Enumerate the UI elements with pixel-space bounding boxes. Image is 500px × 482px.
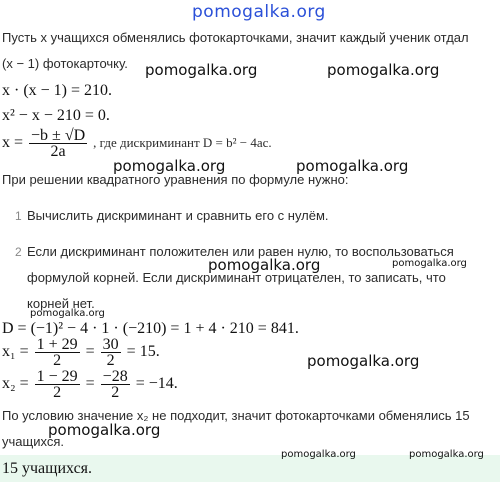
x1-fraction-2 — [101, 337, 121, 368]
x1-result: = 15. — [126, 343, 160, 361]
formula-fraction — [29, 128, 87, 159]
x1-denominator: 2 — [53, 352, 62, 369]
formula-numerator: −b ± √D — [31, 127, 86, 144]
conclusion-line2: учащихся. — [2, 434, 64, 449]
x1-equals: = — [85, 343, 95, 361]
watermark: pomogalka.org — [409, 449, 484, 460]
watermark: pomogalka.org — [48, 421, 161, 439]
problem-text-line2: (x − 1) фотокарточку. — [2, 56, 128, 71]
method-intro: При решении квадратного уравнения по формуле нужно: — [2, 172, 349, 187]
x1-numerator-2: 30 — [102, 336, 119, 353]
x1-denominator-2: 2 — [106, 352, 115, 369]
equation-2: x² − x − 210 = 0. — [2, 107, 110, 124]
x2-lhs: x₂ = — [2, 375, 29, 393]
x2-equals: = — [85, 375, 95, 393]
x2-fraction-2 — [101, 369, 130, 400]
root-x1 — [2, 337, 160, 368]
step-2-text-line1: Если дискриминант положителен или равен нулю, то воспользоваться — [27, 244, 454, 259]
x2-numerator: 1 − 29 — [36, 368, 78, 385]
x2-fraction — [35, 369, 80, 400]
formula-lhs: x = — [2, 134, 24, 152]
x2-denominator-2: 2 — [111, 384, 120, 401]
x2-denominator: 2 — [53, 384, 62, 401]
step-2-text-line3: корней нет. — [27, 296, 95, 311]
answer-text: 15 учащихся. — [2, 460, 93, 477]
watermark: pomogalka.org — [208, 256, 321, 274]
problem-text-line1: Пусть x учащихся обменялись фотокарточками, значит каждый ученик отдал — [2, 30, 469, 45]
watermark: pomogalka.org — [327, 61, 440, 79]
step-2-number: 2 — [15, 245, 22, 259]
step-1-text: Вычислить дискриминант и сравнить его с нулём. — [27, 208, 329, 223]
formula-denominator: 2a — [50, 143, 66, 160]
root-x2 — [2, 369, 178, 400]
watermark: pomogalka.org — [307, 352, 420, 370]
watermark: pomogalka.org — [281, 449, 356, 460]
watermark: pomogalka.org — [392, 258, 467, 269]
formula-tail: , где дискриминант D = b² − 4ac. — [93, 135, 272, 151]
equation-1: x · (x − 1) = 210. — [2, 82, 113, 99]
watermark: pomogalka.org — [113, 157, 226, 175]
discriminant-equation: D = (−1)² − 4 · 1 · (−210) = 1 + 4 · 210 = 841. — [2, 320, 299, 337]
header-watermark: pomogalka.org — [192, 2, 326, 22]
watermark: pomogalka.org — [30, 308, 105, 319]
x1-numerator: 1 + 29 — [36, 336, 78, 353]
watermark: pomogalka.org — [296, 157, 409, 175]
x1-lhs: x₁ = — [2, 343, 29, 361]
step-2-text-line2: формулой корней. Если дискриминант отрицателен, то записать, что — [27, 270, 446, 285]
watermark: pomogalka.org — [145, 61, 258, 79]
step-1-number: 1 — [15, 209, 22, 223]
x2-numerator-2: −28 — [102, 368, 128, 385]
quadratic-formula — [2, 128, 272, 159]
x2-result: = −14. — [135, 375, 178, 393]
x1-fraction — [35, 337, 80, 368]
conclusion-line1: По условию значение x₂ не подходит, значит фотокарточками обменялись 15 — [2, 408, 470, 423]
